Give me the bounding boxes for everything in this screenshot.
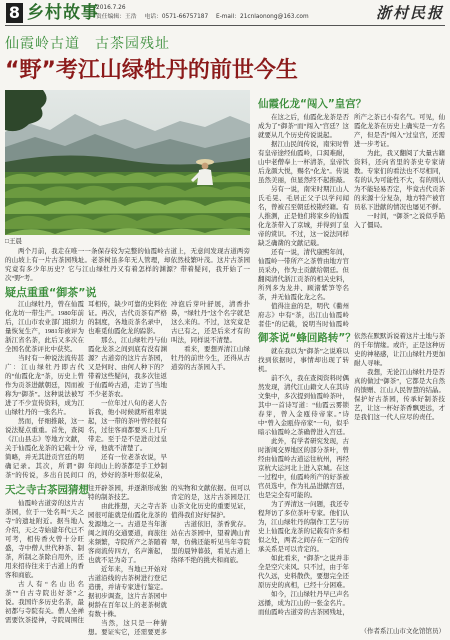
article-intro <box>5 247 250 283</box>
section-body-temple-tea-garden <box>5 484 250 638</box>
body-paragraph: 值得注意的是，明代《衢州府志》中有“茶，出江山仙霞岭者佳”的记载，说明当时仙霞岭所产之茶已小有名气。可见，仙霞化龙茶在历史上确实是一方名产，但是否“闯入”过皇宫，还需进一步考证。 <box>258 114 445 328</box>
body-paragraph: 古道依旧，茶香犹存。站在古茶园中，望着满山青翠，仿佛还能听见当年寺院里的晨钟暮鼓，看见古道上络绎不绝的挑夫和商旅。 <box>171 521 250 564</box>
article-headline: “野”考江山绿牡丹的前世今生 <box>5 58 298 83</box>
article-kicker: 仙霞岭古道 古茶园残址 <box>5 36 170 52</box>
section-heading-into-palace: 仙霞化龙“闯入”皇宫？ <box>258 98 367 110</box>
body-paragraph: 前不久，我在查阅资料时偶然发现，清代江山籍文人在其诗文集中，多次提到仙霞岭茶叶，其中一首诗写道：“仙霞云雾锁春芽，曾入金瓯侍帝家。”诗中“曾入金瓯侍帝家”一句，似乎暗示仙霞岭之茶确曾进入宫廷。 <box>258 375 349 436</box>
body-paragraph: 为此，我又翻阅了大量古籍资料，还向省里的茶史专家请教。专家们的看法也不尽相同，有的认为可能性不大，有的则认为不能轻易否定，毕竟古代贡茶的来源十分复杂，地方特产被官员私下进献的情况也屡见不鲜。 <box>354 150 445 211</box>
body-paragraph: 近年来，当地已开始对古道沿线的古茶树进行登记造册，并请专家进行鉴定。据初步调查，这片古茶园中树龄在百年以上的老茶树就有数十株。 <box>88 566 167 618</box>
body-paragraph: 据江山民间传说，南宋时曾有皇帝途经仙霞岭，口渴难耐，山中老僧奉上一杯清茶，皇帝饮后龙颜大悦，赐名“化龙”。传说虽然美丽，但显然经不起推敲。 <box>258 141 349 184</box>
body-paragraph: 在这之后，仙霞化龙茶是否成为了“御茶”而“闯入”宫廷？这就要从几个历史传说说起。 <box>258 114 349 139</box>
body-paragraph: 一时间，“御茶”之说似乎陷入了僵局。 <box>354 213 445 229</box>
issue-date: 2016.7.26 <box>96 5 126 11</box>
section-body-turning-point <box>258 332 445 624</box>
body-paragraph: 由此推想，天之寺古茶园很可能就是仙霞化龙茶的发源地之一。古道是当年浙闽之间的交通要道，商旅往来频繁，寺院所产之茶随着客商流传四方，名声渐起，也就不足为奇了。 <box>88 503 167 564</box>
section-body-imperial-tea-doubts <box>5 300 250 480</box>
body-paragraph: 仙霞岭古道旁的这片古茶园，位于一处名叫“天之寺”的遗址附近。据当地人介绍，天之寺始建年代已不可考，相传香火曾十分旺盛，寺中僧人世代种茶、制茶，所制之茶除自用外，还用来招待往来于古道上的香客和商旅。 <box>5 500 84 579</box>
body-paragraph: 江山绿牡丹，曾在仙霞化龙坊一带生产。1980年前后，江山市农业部门组织力量恢复生产，1981年被评为浙江省名茶，此后又多次在全国名优茶评比中获奖。 <box>5 301 84 353</box>
body-paragraph: 就在我以为“御茶”之说难以找到依据时，事情却出现了转机。 <box>258 348 349 373</box>
section-body-into-palace <box>258 113 445 329</box>
body-paragraph: 另有一说，南宋时期江山人氏毛晃、毛居正父子以学问闻名，曾被召至朝廷校勘经籍。有人推测，正是他们将家乡的仙霞化龙茶带入了京城，并得到了皇帝的赏识。不过，这一说法同样缺乏确凿的文献记载。 <box>258 186 349 247</box>
section-heading-temple-tea-garden: 天之寺古茶园猜想 <box>5 484 89 496</box>
editor-name: 责任编辑：王浩 <box>96 14 137 20</box>
body-paragraph: 然而，仔细推敲，这一说法疑点重重。首先，查阅《江山县志》等地方文献，关于仙霞化龙茶的记载十分简略，并无其进贡宫廷的明确记录。其次，所谓“御茶”的传说，多出自民间口耳相传，缺少可靠的史料佐证。再次，古代贡茶有严格的制度，各地贡茶名录中，也难觅仙霞化龙的踪影。 <box>5 301 167 479</box>
section-heading-turning-point: 御茶说“蜂回路转”？ <box>258 332 356 344</box>
body-paragraph: 看来，要想弄清江山绿牡丹的前世今生，还得从古道旁的古茶园入手。 <box>171 346 250 371</box>
body-paragraph: 我想，无论江山绿牡丹是否真的做过“御茶”，它都是大自然的馈赠、江山人民智慧的结晶。保护好古茶园，传承好制茶技艺，让这一杯好茶香飘更远，才是我们这一代人应尽的责任。 <box>354 369 445 421</box>
body-paragraph: 此外，有学者研究发现，古时浙闽交界地区的部分茶叶，曾经由仙霞岭古道运往杭州，再经京杭大运河北上进入京城。在这一过程中，仙霞岭所产的好茶被官员选中，作为礼品进献宫廷，也是完全有可能的。 <box>258 438 349 499</box>
editor-email: E-mail：21cnlaonong@163.com <box>216 14 309 20</box>
intro-paragraph: 两个月前，我走在唯一一条保存较为完整的仙霞岭古道上，无意间发现古道两旁的山坡上有一片古茶园残址。老茶树虽多年无人管理，却依然枝繁叶茂。这片古茶园究竟有多少年历史？它与江山绿牡丹又有着怎样的渊源？带着疑问，我开始了一次“野”考。 <box>5 248 250 282</box>
author-byline: （作者系江山市文化馆馆员） <box>360 628 445 635</box>
header-divider <box>5 25 445 26</box>
section-heading-imperial-tea-doubts: 疑点重重“御茶”说 <box>5 286 97 299</box>
page-number: 8 <box>6 3 23 23</box>
body-paragraph: 如今，江山绿牡丹早已声名远播，成为江山的一张金名片。而仙霞岭古道旁的古茶园残址，依然在默默诉说着这片土地与茶的千年情缘。或许，正是这种历史的神秘感，让江山绿牡丹更加耐人寻味。 <box>258 333 445 616</box>
picker-head <box>202 163 209 170</box>
body-paragraph: 一位年过八旬的老人告诉我，他小时候就听祖辈说起，这一带的茶叶曾经很有名，过往客商都要买上几斤带走。至于是不是进贡过皇帝，他就不清楚了。 <box>88 400 167 452</box>
picker-body <box>197 169 213 185</box>
section-name: 乡村故事 <box>27 3 99 23</box>
tea-garden-photo <box>5 90 250 235</box>
body-paragraph: 当然，这只是一种猜想。要证实它，还需要更多的实物和文献依据。但可以肯定的是，这片古茶园是江山茶文化历史的重要见证，值得我们好好保护。 <box>88 485 250 636</box>
body-paragraph: 古人有“名山出名茶”“自古寺院出好茶”之说。我国许多历史名茶，最初都与寺院有关。僧人坐禅需要饮茶提神，寺院周围往往开辟茶园，并逐渐形成独特的制茶技艺。 <box>5 485 167 624</box>
photo-credit: □王晨 <box>5 238 22 245</box>
body-paragraph: 还有一位老茶农说，早年间山上的茶都是手工炒制的，炒好的茶叶形似花朵，冲泡后芽叶舒展，清香扑鼻，“绿牡丹”这个名字就是这么来的。不过，这究竟是古已有之，还是后来才有的叫法，同样说不清楚。 <box>88 301 250 479</box>
editor-contact-line <box>96 14 315 21</box>
body-paragraph: 还有一说，清代康熙年间，仙霞岭一带所产之茶曾由地方官员采办，作为土贡献给朝廷。但翻阅清代浙江贡茶的相关史料，所列多为龙井、顾渚紫笋等名茶，并无仙霞化龙之名。 <box>258 249 349 301</box>
newspaper-masthead: 浙村民报 <box>375 4 444 22</box>
editor-phone: 电话：0571-66757187 <box>144 14 209 20</box>
body-paragraph: 当时有一种说法流传甚广：江山绿牡丹即古代的“仙霞化龙”茶，历史上曾作为贡茶进献朝廷，因而被称为“御茶”。这种说法被写进了不少宣传资料，成为江山绿牡丹的一张名片。 <box>5 355 84 416</box>
body-paragraph: 那么，江山绿牡丹与仙霞化龙茶之间到底有没有渊源？古道旁的这片古茶园，又是何时、由何人种下的？带着这些疑问，我多次往返于仙霞岭古道，走访了当地不少老茶农。 <box>88 337 167 398</box>
body-paragraph: 如此看来，“御茶”之说并非全是空穴来风。只不过，由于年代久远，史料散佚，要想完全还原历史的真相，已经十分困难。 <box>258 555 349 589</box>
body-paragraph: 为了弄清这一问题，我还专程拜访了多位茶叶专家。他们认为，江山绿牡丹的制作工艺与历史上仙霞化龙茶的记载有许多相似之处，两者之间存在一定的传承关系是可以肯定的。 <box>258 501 349 553</box>
